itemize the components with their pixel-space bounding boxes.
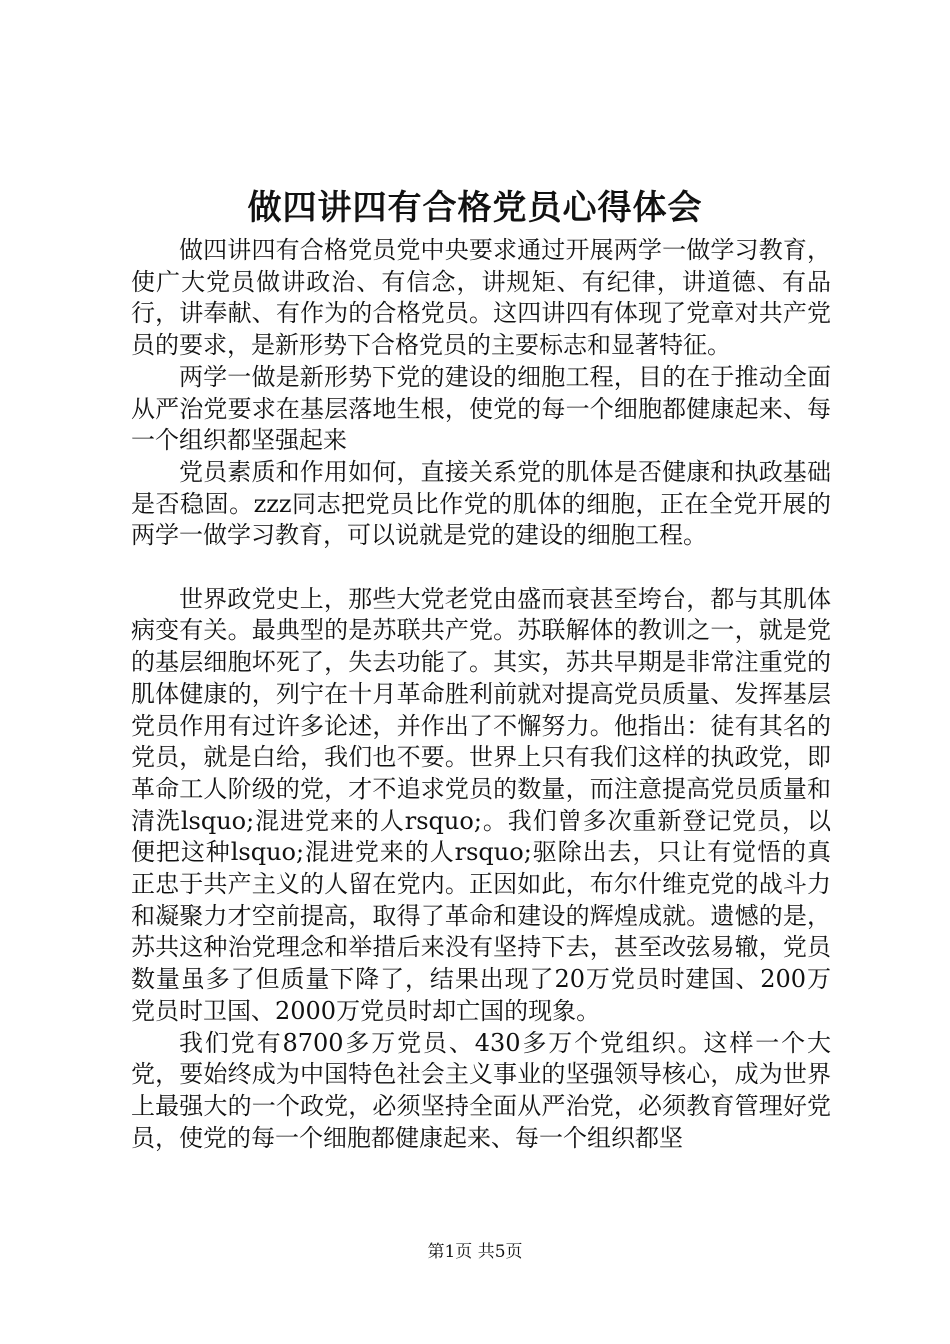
paragraph: 党员素质和作用如何，直接关系党的肌体是否健康和执政基础是否稳固。zzz同志把党员比作党的肌体的细胞，正在全党开展的两学一做学习教育，可以说就是党的建设的细胞工程。 (131, 457, 831, 550)
paragraph: 做四讲四有合格党员党中央要求通过开展两学一做学习教育，使广大党员做讲政治、有信念，讲规矩、有纪律，讲道德、有品行，讲奉献、有作为的合格党员。这四讲四有体现了党章对共产党员的要求，是新形势下合格党员的主要标志和显著特征。 (131, 236, 831, 360)
paragraph: 我们党有8700多万党员、430多万个党组织。这样一个大党，要始终成为中国特色社会主义事业的坚强领导核心，成为世界上最强大的一个政党，必须坚持全面从严治党，必须教育管理好党员，使党的每一个细胞都健康起来、每一个组织都坚 (131, 1028, 831, 1152)
paragraph: 两学一做是新形势下党的建设的细胞工程，目的在于推动全面从严治党要求在基层落地生根，使党的每一个细胞都健康起来、每一个组织都坚强起来 (131, 362, 831, 455)
document-title: 做四讲四有合格党员心得体会 (247, 188, 703, 228)
paragraph-spacer (131, 552, 831, 584)
paragraph: 世界政党史上，那些大党老党由盛而衰甚至垮台，都与其肌体病变有关。最典型的是苏联共产党。苏联解体的教训之一，就是党的基层细胞坏死了，失去功能了。其实，苏共早期是非常注重党的肌体健康的，列宁在十月革命胜利前就对提高党员质量、发挥基层党员作用有过许多论述，并作出了不懈努力。他指出：徒有其名的党员，就是白给，我们也不要。世界上只有我们这样的执政党，即革命工人阶级的党，才不追求党员的数量，而注意提高党员质量和清洗lsquo;混进党来的人rsquo;。我们曾多次重新登记党员，以便把这种lsquo;混进党来的人rsquo;驱除出去，只让有觉悟的真正忠于共产主义的人留在党内。正因如此，布尔什维克党的战斗力和凝聚力才空前提高，取得了革命和建设的辉煌成就。遗憾的是，苏共这种治党理念和举措后来没有坚持下去，甚至改弦易辙，党员数量虽多了但质量下降了，结果出现了20万党员时建国、200万党员时卫国、2000万党员时却亡国的现象。 (131, 584, 831, 1025)
document-body (131, 235, 831, 1154)
page-footer: 第1页 共5页 (427, 1242, 523, 1262)
